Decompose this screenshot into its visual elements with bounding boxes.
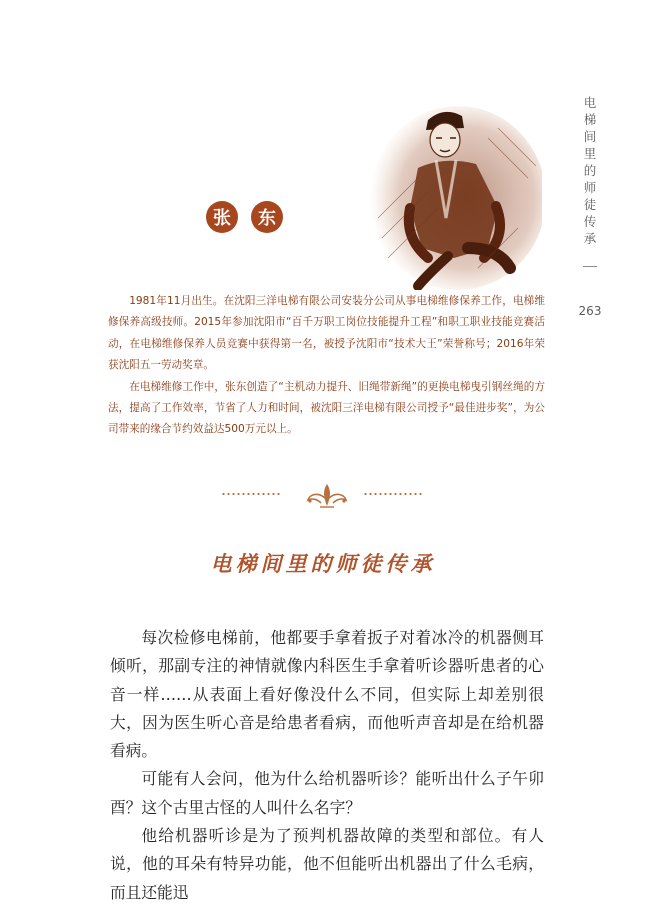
- bio-paragraph: 1981年11月出生。在沈阳三洋电梯有限公司安装分公司从事电梯维修保养工作，电梯维修保养高级技师。2015年参加沈阳市“百千万职工岗位技能提升工程”和职工职业技能竞赛活动，在电梯维修保养人员竞赛中获得第一名，被授予沈阳市“技术大王”荣誉称号；2016年荣获沈阳五一劳动奖章。: [108, 295, 545, 372]
- bio-paragraph: 在电梯维修工作中，张东创造了“主机动力提升、旧绳带新绳”的更换电梯曳引钢丝绳的方法，提高了工作效率，节省了人力和时间，被沈阳三洋电梯有限公司授予“最佳进步奖”，为公司带来的缘合节约效益达500万元以上。: [108, 380, 545, 436]
- bio-block: [108, 291, 545, 441]
- article-paragraph: 可能有人会问，他为什么给机器听诊？能听出什么子午卯酉？这个古里古怪的人叫什么名字？: [110, 769, 544, 817]
- name-char-2: 东: [251, 201, 283, 233]
- person-name: [206, 201, 283, 233]
- article-body: [110, 624, 544, 907]
- article-heading: 电梯间里的师徒传承: [210, 551, 436, 576]
- running-title-divider: [583, 266, 597, 267]
- article-paragraph: 他给机器听诊是为了预判机器故障的类型和部位。有人说，他的耳朵有特异功能，他不但能听出机器出了什么毛病，而且还能迅: [110, 826, 544, 902]
- portrait-sketch: [358, 98, 542, 290]
- ornament-dots-left: [221, 493, 281, 495]
- article-paragraph: 每次检修电梯前，他都要手拿着扳子对着冰冷的机器侧耳倾听，那副专注的神情就像内科医生手拿着听诊器听患者的心音一样……从表面上看好像没什么不同，但实际上却差别很大，因为医生听心音是给患者看病，而他听声音却是在给机器看病。: [110, 628, 544, 761]
- ornament-icon: [304, 480, 350, 510]
- ornament-dots-right: [363, 493, 423, 495]
- name-char-1: 张: [206, 201, 238, 233]
- page-number: 263: [578, 304, 602, 318]
- running-title: 电梯间里的师徒传承: [583, 95, 597, 246]
